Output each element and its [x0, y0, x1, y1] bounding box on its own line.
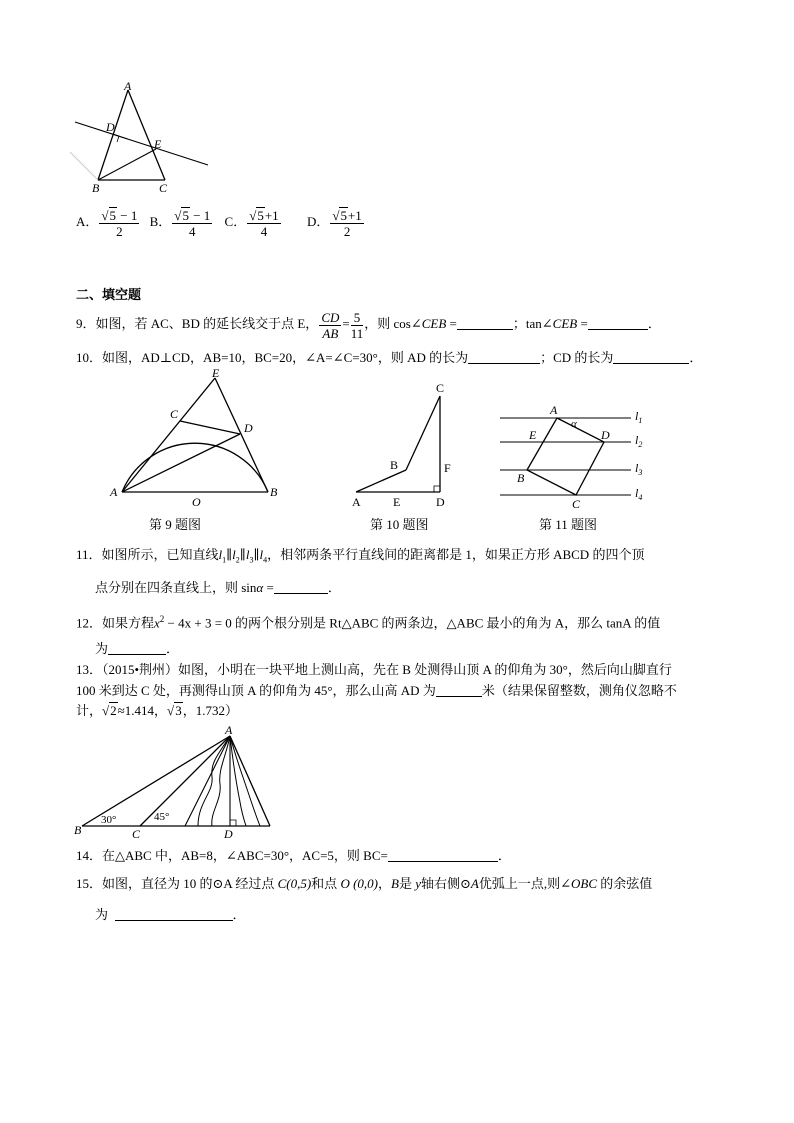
- label-A: A: [124, 80, 132, 93]
- choice-d: D． $\frac{√5+1}{2}$: [306, 207, 362, 239]
- answer-blank-cos[interactable]: [457, 315, 513, 330]
- question-9: 9．如图，若 AC、BD 的延长线交于点 E， $\frac{CD}{AB}$ = $\frac{5}{11}$ ，则 cos∠CEB = ；tan∠CEB = ．: [76, 309, 661, 341]
- label-30deg: 30°: [101, 814, 117, 826]
- svg-text:l4: $l_4$: [635, 486, 643, 502]
- label-C: C: [132, 827, 141, 841]
- section-title: 二、填空题: [76, 287, 142, 302]
- label-alpha: α: [571, 418, 577, 430]
- answer-blank-bc[interactable]: [388, 847, 498, 862]
- choices-row: [76, 204, 365, 240]
- label-C: C: [170, 407, 179, 421]
- question-12-line2: 为 ．: [95, 641, 180, 656]
- label-45deg: 45°: [154, 811, 170, 823]
- label-E: E: [393, 495, 401, 509]
- label-B: B: [390, 458, 399, 472]
- answer-blank-cd[interactable]: [613, 349, 689, 364]
- label-B: B: [270, 485, 278, 499]
- label-O: O: [192, 495, 201, 506]
- question-10: 10．如图，AD⊥CD，AB=10，BC=20，∠A=∠C=30°，则 AD 的长为 ；CD 的长为 ．: [76, 350, 703, 365]
- caption-fig11: 第 11 题图: [539, 517, 598, 532]
- choice-b: B． $\frac{√5 - 1}{4}$: [149, 207, 211, 239]
- question-14: 14．在△ABC 中，AB=8，∠ABC=30°，AC=5，则 BC= ．: [76, 848, 511, 863]
- figure-9: [108, 366, 288, 506]
- label-E: E: [212, 366, 220, 380]
- question-13-line2: 100 米到达 C 处，再测得山顶 A 的仰角为 45°，那么山高 AD 为 米（结果保留整数，测角仪忽略不: [76, 683, 677, 698]
- label-B: B: [92, 181, 100, 195]
- label-D: D: [224, 827, 233, 841]
- label-D: D: [106, 120, 115, 134]
- label-C: C: [572, 497, 581, 511]
- caption-fig9: 第 9 题图: [149, 517, 202, 532]
- answer-blank-sin[interactable]: [274, 579, 328, 594]
- question-13-line3: 计，√2≈1.414，√3，1.732）: [76, 703, 238, 718]
- answer-blank-ad-height[interactable]: [436, 682, 482, 697]
- svg-text:l2: $l_2$: [635, 433, 643, 449]
- label-A: A: [352, 495, 361, 509]
- svg-text:l3: $l_3$: [635, 461, 643, 477]
- label-C: C: [436, 381, 445, 395]
- question-11-line2: 点分别在四条直线上，则 sinα = ．: [95, 580, 341, 595]
- label-E: E: [154, 137, 162, 151]
- label-D: D: [436, 495, 445, 509]
- label-D: D: [601, 428, 610, 442]
- answer-blank-tan[interactable]: [588, 315, 648, 330]
- figure-10: [346, 380, 466, 510]
- label-F: F: [444, 461, 451, 475]
- svg-text:l1: $l_1$: [635, 409, 643, 425]
- caption-fig10: 第 10 题图: [370, 517, 429, 532]
- question-11-line1: 11．如图所示，已知直线$l_1\parallel l_2\parallel l_3\parallel l_4$，相邻两条平行直线间的距离都是 1，如果正方形 ABCD 的四个顶: [76, 547, 645, 565]
- question-12-line1: 12．如果方程$x^2 - 4x + 3 = 0$ 的两个根分别是 Rt△ABC 的两条边，△ABC 最小的角为 A，那么 tanA 的值: [76, 614, 661, 631]
- label-B: B: [74, 823, 82, 837]
- label-C: C: [159, 181, 168, 195]
- label-A: A: [225, 723, 233, 737]
- answer-blank-cos-obc[interactable]: [115, 906, 233, 921]
- label-B: B: [517, 471, 525, 485]
- figure-13-mountain: [70, 722, 280, 842]
- label-A: A: [550, 403, 558, 417]
- label-D: D: [244, 421, 253, 435]
- question-15-line1: 15．如图，直径为 10 的⊙A 经过点 C(0,5)和点 O (0,0)，B是 y轴右侧⊙A优弧上一点,则∠OBC 的余弦值: [76, 876, 653, 891]
- question-13-line1: 13．（2015•荆州）如图，小明在一块平地上测山高，先在 B 处测得山顶 A 的仰角为 30°，然后向山脚直行: [76, 662, 672, 677]
- choice-c: C． $\frac{√5+1}{4}$: [224, 207, 279, 239]
- choice-a: A． $\frac{√5 - 1}{2}$: [76, 207, 138, 239]
- answer-blank-tana[interactable]: [108, 640, 166, 655]
- answer-blank-ad[interactable]: [468, 349, 540, 364]
- triangle-figure: [70, 80, 220, 200]
- figure-11: [495, 402, 655, 512]
- label-E: E: [529, 428, 537, 442]
- label-A: A: [110, 485, 118, 499]
- question-15-line2: 为 ．: [95, 907, 246, 922]
